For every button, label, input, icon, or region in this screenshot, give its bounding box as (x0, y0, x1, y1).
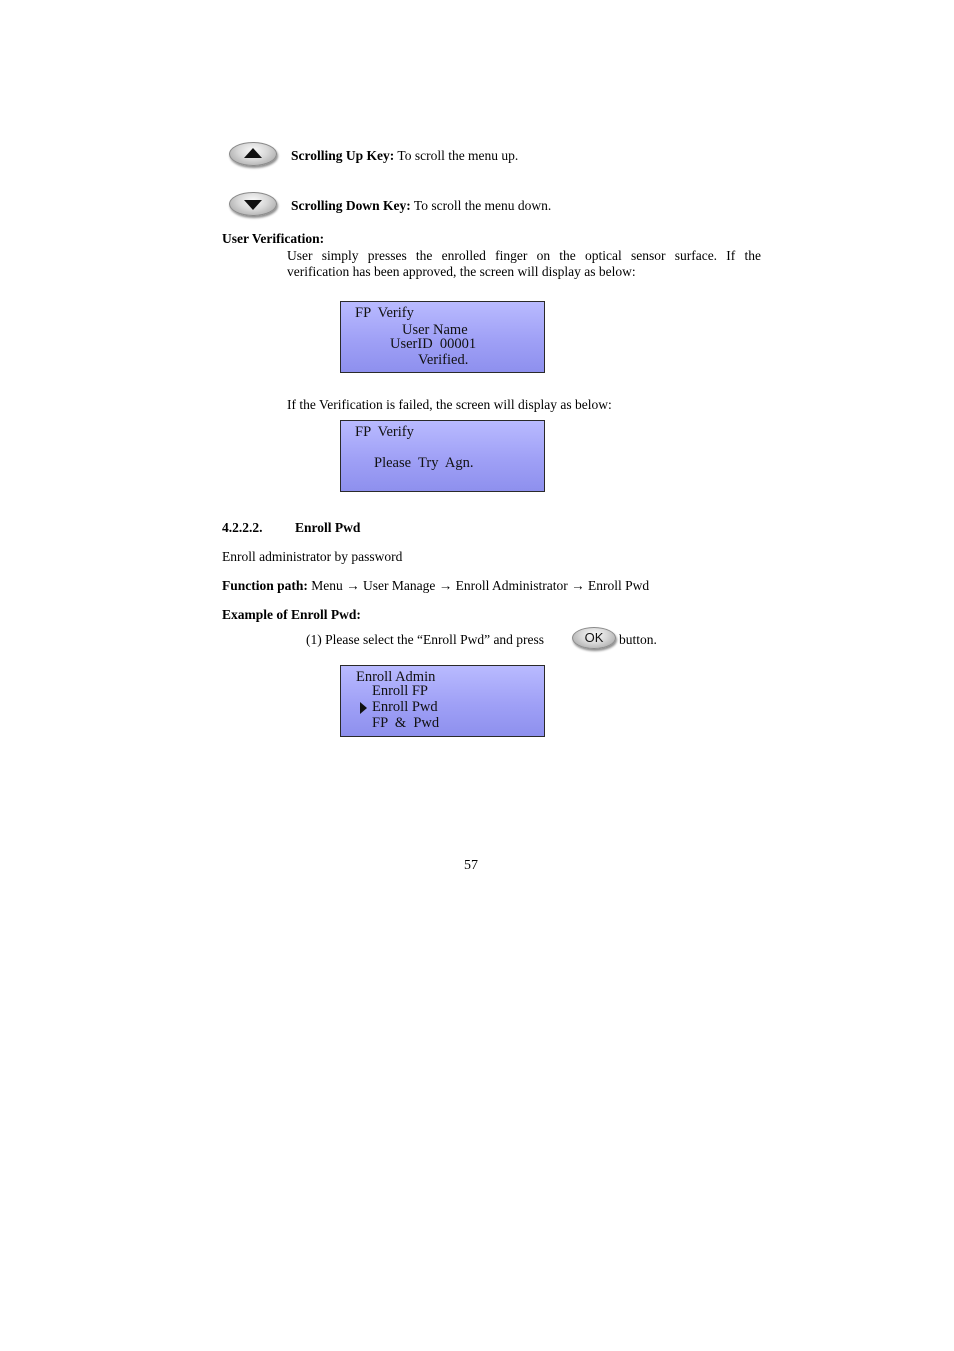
page-number: 57 (464, 858, 478, 873)
ok-key-label: OK (584, 630, 604, 645)
example-heading: Example of Enroll Pwd: (222, 607, 361, 622)
lcd-screen-verified (340, 301, 545, 373)
menu-cursor-icon (360, 702, 367, 714)
lcd-verified-status: Verified. (418, 352, 469, 368)
lcd-title: FP Verify (355, 424, 414, 440)
lcd-try-again: Please Try Agn. (374, 455, 474, 471)
scroll-down-key-label: Scrolling Down Key: (291, 198, 411, 213)
user-verification-paragraph-line1: User simply presses the enrolled finger on the optical sensor surface. If the (287, 248, 761, 263)
verification-failed-text: If the Verification is failed, the screen will display as below: (287, 397, 612, 412)
section-description: Enroll administrator by password (222, 549, 403, 564)
step1-text-before: (1) Please select the “Enroll Pwd” and press (306, 632, 545, 647)
lcd-user-id: UserID 00001 (390, 336, 477, 352)
scroll-down-key-description (291, 198, 551, 214)
lcd-menu-item-enroll-fp: Enroll FP (372, 683, 428, 699)
function-path (222, 578, 649, 594)
lcd-menu-title: Enroll Admin (356, 669, 436, 685)
user-verification-heading: User Verification: (222, 231, 325, 246)
arrow-up-icon (244, 148, 262, 158)
scroll-up-key-icon (229, 142, 277, 166)
user-verification-paragraph-line2: verification has been approved, the screen will display as below: (287, 264, 636, 279)
lcd-menu-item-enroll-pwd: Enroll Pwd (372, 699, 438, 715)
lcd-screen-enroll-admin-menu (340, 665, 545, 737)
function-path-value: Menu → User Manage → Enroll Administrator → Enroll Pwd (307, 578, 650, 593)
lcd-screen-failed (340, 420, 545, 492)
scroll-down-key-text: To scroll the menu down. (410, 198, 552, 213)
scroll-up-key-description (291, 148, 518, 164)
lcd-menu-item-fp-pwd: FP & Pwd (372, 715, 440, 731)
scroll-up-key-text: To scroll the menu up. (394, 148, 519, 163)
arrow-down-icon (244, 200, 262, 210)
section-number: 4.2.2.2. (222, 520, 263, 535)
function-path-label: Function path: (222, 578, 308, 593)
section-title: Enroll Pwd (295, 520, 361, 535)
scroll-down-key-icon (229, 192, 277, 216)
lcd-title: FP Verify (355, 305, 414, 321)
step1-text-after: button. (619, 632, 657, 647)
lcd-user-name: User Name (402, 322, 468, 338)
scroll-up-key-label: Scrolling Up Key: (291, 148, 395, 163)
ok-key-icon (572, 627, 616, 649)
